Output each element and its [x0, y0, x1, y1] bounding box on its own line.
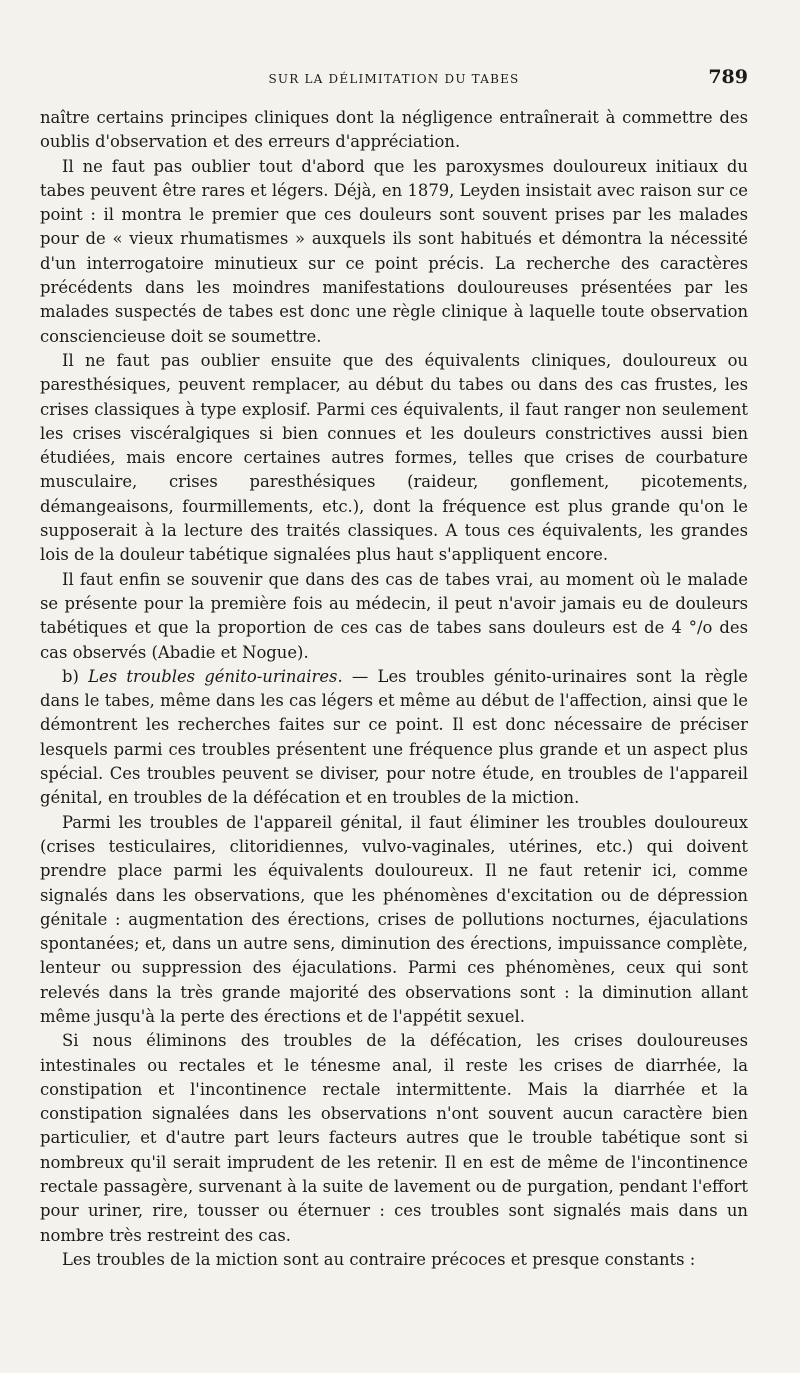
- page-number: 789: [708, 66, 748, 88]
- paragraph: Si nous éliminons des troubles de la défécation, les crises douloureuses intestinales ou rectales et le ténesme anal, il reste les crises de diarrhée, la constipation et l'incontinence rectale intermittente. Mais la diarrhée et la constipation signalées dans les observations n'ont souvent aucun caractère bien particulier, et d'autre part leurs facteurs autres que le trouble tabétique sont si nombreux qu'il serait imprudent de les retenir. Il en est de même de l'incontinence rectale passagère, survenant à la suite de lavement ou de purgation, pendant l'effort pour uriner, rire, tousser ou éternuer : ces troubles sont signalés mais dans un nombre très restreint des cas.: [40, 1031, 748, 1245]
- section-heading: Les troubles génito-urinaires.: [88, 666, 343, 686]
- section-marker: b): [62, 666, 79, 686]
- running-head: [40, 66, 748, 94]
- paragraph: Parmi les troubles de l'appareil génital, il faut éliminer les troubles douloureux (crises testiculaires, clitoridiennes, vulvo-vaginales, utérines, etc.) qui doivent prendre place parmi les équivalents douloureux. Il ne faut retenir ici, comme signalés dans les observations, que les phénomènes d'excitation ou de dépression génitale : augmentation des érections, crises de pollutions nocturnes, éjaculations spontanées; et, dans un autre sens, diminution des érections, impuissance complète, lenteur ou suppression des éjaculations. Parmi ces phénomènes, ceux qui sont relevés dans la très grande majorité des observations sont : la diminution allant même jusqu'à la perte des érections et de l'appétit sexuel.: [40, 812, 748, 1026]
- paragraph: Il faut enfin se souvenir que dans des cas de tabes vrai, au moment où le malade se présente pour la première fois au médecin, il peut n'avoir jamais eu de douleurs tabétiques et que la proportion de ces cas de tabes sans douleurs est de 4 °/o des cas observés (Abadie et Nogue).: [40, 569, 748, 662]
- section-text: — Les troubles génito-urinaires sont la règle dans le tabes, même dans les cas légers et même au début de l'affection, ainsi que le démontrent les recherches faites sur ce point. Il est donc nécessaire de préciser lesquels parmi ces troubles présentent une fréquence plus grande et un aspect plus spécial. Ces troubles peuvent se diviser, pour notre étude, en troubles de l'appareil génital, en troubles de la défécation et en troubles de la miction.: [40, 666, 748, 808]
- running-title: SUR LA DÉLIMITATION DU TABES: [268, 72, 520, 86]
- section-paragraph: [40, 665, 748, 811]
- paragraph: Les troubles de la miction sont au contraire précoces et presque constants :: [62, 1249, 696, 1269]
- paragraph: Il ne faut pas oublier tout d'abord que les paroxysmes douloureux initiaux du tabes peuvent être rares et légers. Déjà, en 1879, Leyden insistait avec raison sur ce point : il montra le premier que ces douleurs sont souvent prises par les malades pour de « vieux rhumatismes » auxquels ils sont habitués et démontra la nécessité d'un interrogatoire minutieux sur ce point précis. La recherche des caractères précédents dans les moindres manifestations douloureuses présentées par les malades suspectés de tabes est donc une règle clinique à laquelle toute observation consciencieuse doit se soumettre.: [40, 156, 748, 346]
- paragraph: naître certains principes cliniques dont la négligence entraînerait à commettre des oublis d'observation et des erreurs d'appréciation.: [40, 108, 748, 152]
- body-text: [40, 106, 748, 1272]
- paragraph: Il ne faut pas oublier ensuite que des équivalents cliniques, douloureux ou paresthésiques, peuvent remplacer, au début du tabes ou dans des cas frustes, les crises classiques à type explosif. Parmi ces équivalents, il faut ranger non seulement les crises viscéralgiques si bien connues et les douleurs constrictives aussi bien étudiées, mais encore certaines autres formes, telles que crises de courbature musculaire, crises paresthésiques (raideur, gonflement, picotements, démangeaisons, fourmillements, etc.), dont la fréquence est plus grande qu'on le supposerait à la lecture des traités classiques. A tous ces équivalents, les grandes lois de la douleur tabétique signalées plus haut s'appliquent encore.: [40, 350, 748, 565]
